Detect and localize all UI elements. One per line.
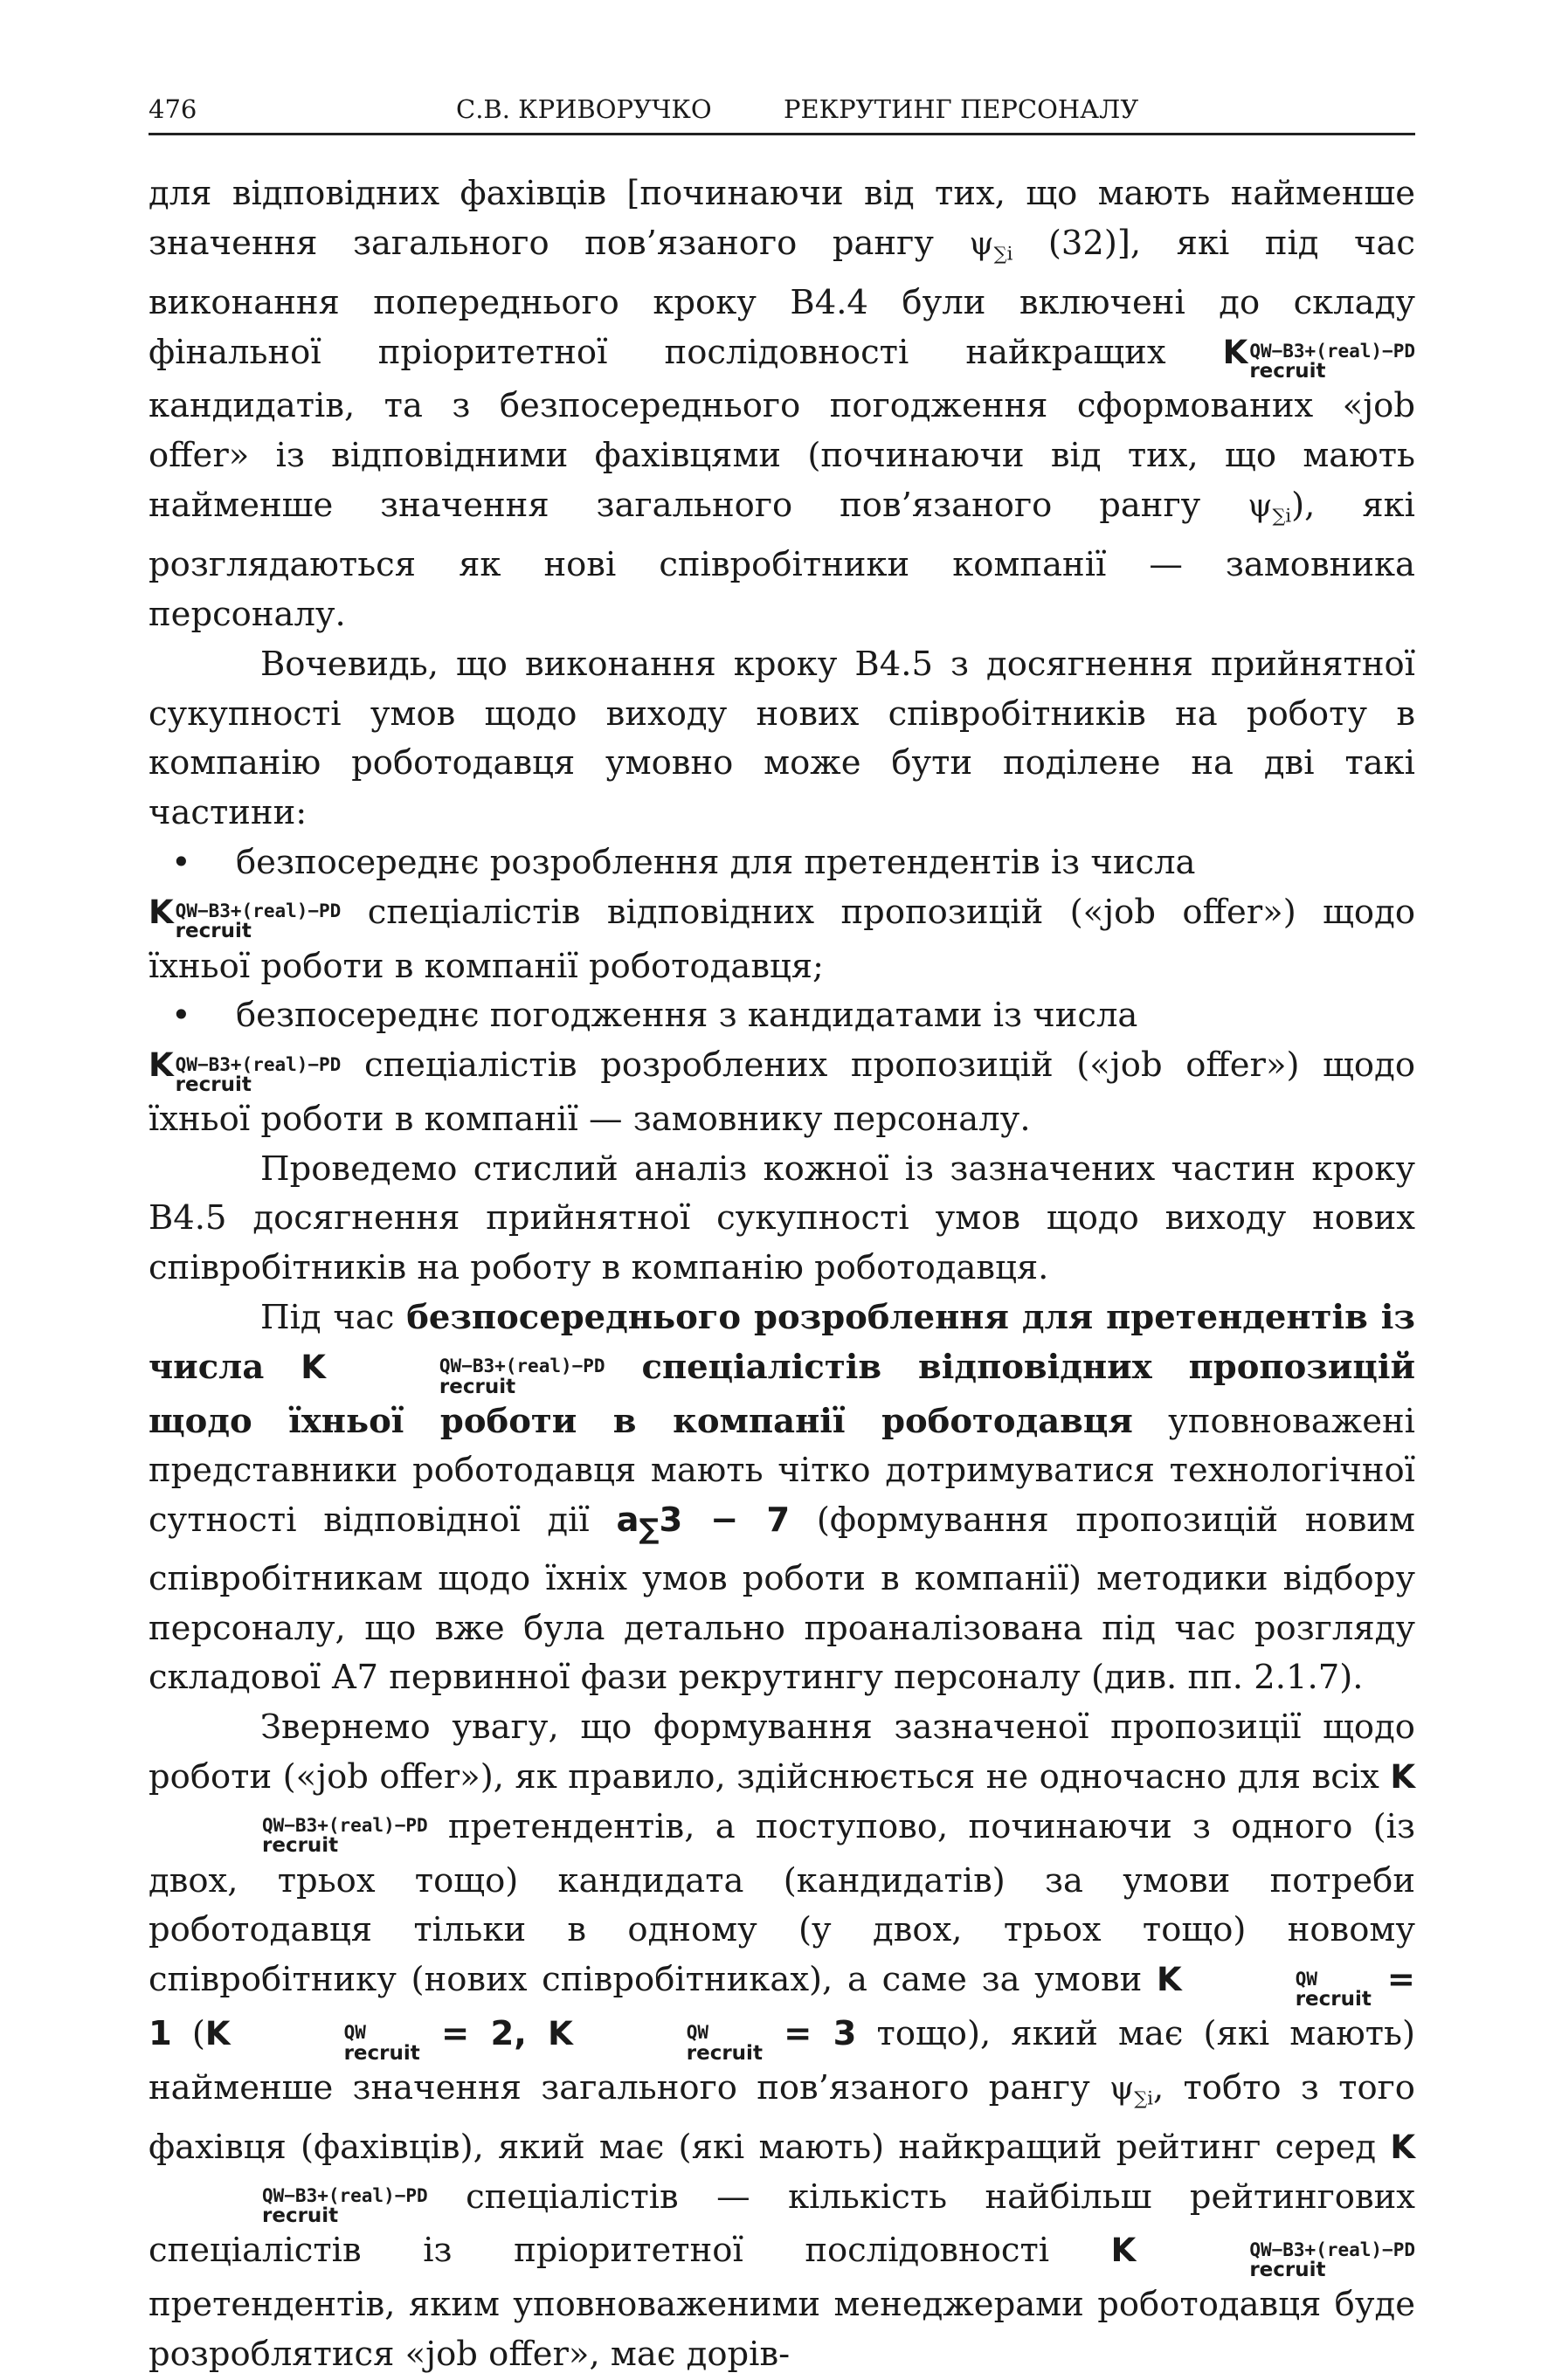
- k-recruit-symbol: K QW−B3+(real)−PD recruit: [301, 1348, 605, 1398]
- k-recruit-symbol: K QW−B3+(real)−PD recruit: [1222, 333, 1415, 383]
- header-author: С.В. КРИВОРУЧКО: [456, 94, 712, 124]
- paragraph-2: Вочевидь, що виконання кроку В4.5 з досягнення прийнятної сукупності умов щодо виходу нових співробітників на роботу в компанію роботодавця умовно може бути поділене на дві такі частини:: [149, 644, 1415, 833]
- k-qw-symbol: K QW recruit: [548, 2014, 763, 2065]
- k-qw-symbol: K QW recruit: [204, 2014, 420, 2065]
- bullet-item-1: • безпосереднє розроблення для претендентів із числа K QW−B3+(real)−PD recruit спеціалістів відповідних пропозицій («job offer») щодо їхньої роботи в компанії роботодавця;: [149, 838, 1415, 991]
- paragraph-1: для відповідних фахівців [починаючи від тих, що мають найменше значення загального пов’язаного рангу $\psi_{\sum i}$ (32)], які під час виконання попереднього кроку В4.4 були включені до складу фінальної пріоритетної послідовності найкращих K QW−B3+(real)−PD recruit кандидатів, та з безпосереднього погодження сформованих «job offer» із відповідними фахівцями (починаючи від тих, що мають найменше значення загального пов’язаного рангу $\psi_{\sum i}$), які розглядаються як нові співробітники компанії — замовника персоналу.: [149, 174, 1415, 634]
- k-recruit-symbol: K QW−B3+(real)−PD recruit: [149, 1046, 342, 1096]
- paragraph-3: Проведемо стислий аналіз кожної із зазначених частин кроку В4.5 досягнення прийнятної сукупності умов щодо виходу нових співробітників на роботу в компанію роботодавця.: [149, 1149, 1415, 1288]
- psi-symbol: $\psi_{\sum i}$: [1109, 2070, 1153, 2108]
- k-recruit-symbol: K QW−B3+(real)−PD recruit: [262, 1757, 1415, 1858]
- body-text: [149, 169, 1415, 2380]
- page-number: 476: [149, 94, 197, 124]
- action-symbol: $a_\sum 3 - 7$: [616, 1500, 791, 1546]
- k-qw-symbol: K QW recruit: [1157, 1961, 1372, 2011]
- k-recruit-symbol: K QW−B3+(real)−PD recruit: [262, 2128, 1415, 2228]
- psi-symbol: $\psi_{\sum i}$: [969, 225, 1013, 265]
- k-recruit-symbol: K QW−B3+(real)−PD recruit: [1110, 2232, 1415, 2281]
- running-header: [149, 91, 1415, 135]
- bullet-item-2: • безпосереднє погодження з кандидатами із числа K QW−B3+(real)−PD recruit спеціалістів розроблених пропозицій («job offer») щодо їхньої роботи в компанії — замовнику персоналу.: [149, 991, 1415, 1144]
- paragraph-5: Звернемо увагу, що формування зазначеної пропозиції щодо роботи («job offer»), як правило, здійснюється не одночасно для всіх K QW−B3+(real)−PD recruit претендентів, а поступово, починаючи з одного (із двох, трьох тощо) кандидата (кандидатів) за умови потреби роботодавця тільки в одному (у двох, трьох тощо) новому співробітнику (нових співробітниках), а саме за умови K QW recruit = 1 (K QW recruit = 2, K QW recruit = 3 тощо), який має (які мають) найменше значення загального пов’язаного рангу $\psi_{\sum i}$, тобто з того фахівця (фахівців), який має (які мають) найкращий рейтинг серед K QW−B3+(real)−PD recruit спеціалістів — кількість найбільш рейтингових спеціалістів із пріоритетної послідовності K QW−B3+(real)−PD recruit претендентів, яким уповноваженими менеджерами роботодавця буде розроблятися «job offer», має дорів-: [149, 1707, 1415, 2374]
- psi-symbol: $\psi_{\sum i}$: [1247, 488, 1292, 527]
- header-book-title: РЕКРУТИНГ ПЕРСОНАЛУ: [784, 94, 1139, 124]
- paragraph-4: Під час безпосереднього розроблення для претендентів із числа K QW−B3+(real)−PD recruit спеціалістів відповідних пропозицій щодо їхньої роботи в компанії роботодавця уповноважені представники роботодавця мають чітко дотримуватися технологічної сутності відповідної дії $a_\sum 3 - 7$ (формування пропозицій новим співробітникам щодо їхніх умов роботи в компанії) методики відбору персоналу, що вже була детально проаналізована під час розгляду складової А7 первинної фази рекрутингу персоналу (див. пп. 2.1.7).: [149, 1298, 1415, 1698]
- k-recruit-symbol: K QW−B3+(real)−PD recruit: [149, 893, 342, 943]
